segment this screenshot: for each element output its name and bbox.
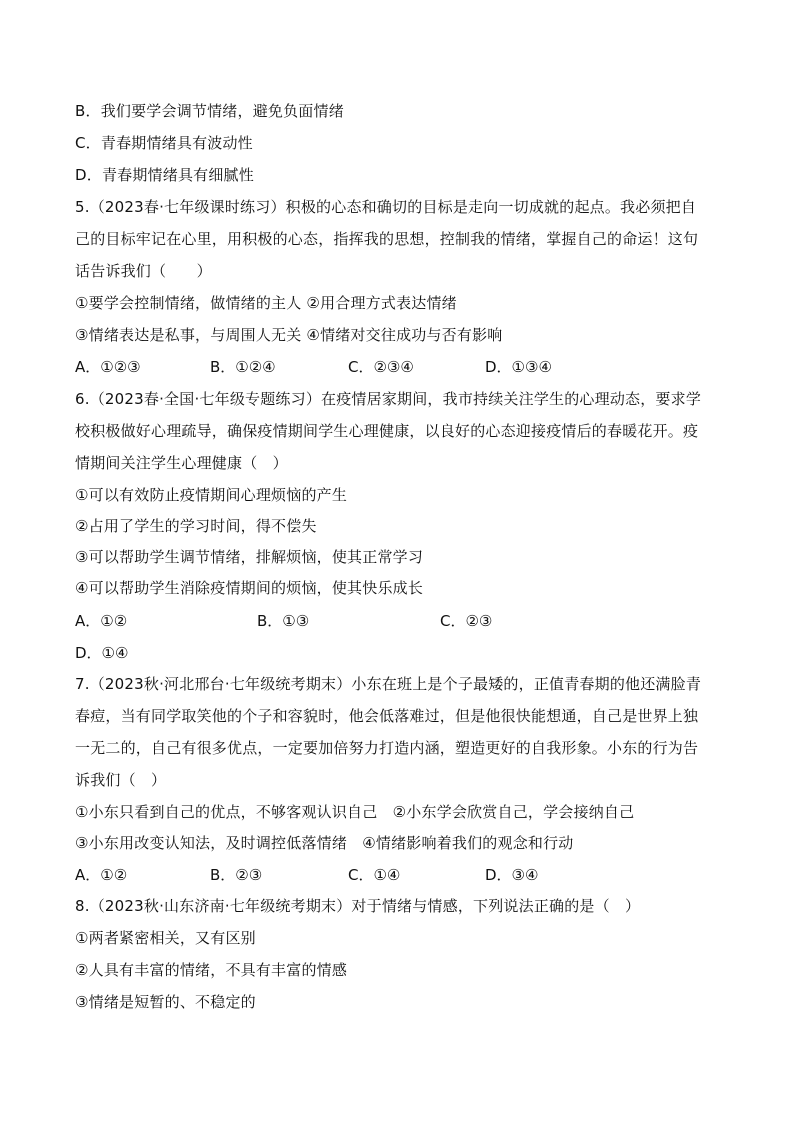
q6-statement-1: ①可以有效防止疫情期间心理烦恼的产生 — [75, 486, 348, 504]
q7-statement-2: ③小东用改变认知法，及时调控低落情绪 ④情绪影响着我们的观念和行动 — [75, 834, 574, 852]
q6-statement-4: ④可以帮助学生消除疫情期间的烦恼，使其快乐成长 — [75, 579, 424, 597]
q8-stem-line-1: 8.（2023秋·山东济南·七年级统考期末）对于情绪与情感，下列说法正确的是（ ） — [75, 897, 641, 915]
q5-statement-2: ③情绪表达是私事，与周围人无关 ④情绪对交往成功与否有影响 — [75, 326, 503, 344]
q7-option-a: A．①② — [75, 866, 128, 884]
q7-option-d: D．③④ — [485, 866, 539, 884]
q7-statement-1: ①小东只看到自己的优点，不够客观认识自己 ②小东学会欣赏自己，学会接纳自己 — [75, 803, 635, 821]
q5-option-a: A．①②③ — [75, 358, 141, 376]
q7-stem-line-3: 一无二的，自己有很多优点，一定要加倍努力打造内涵，塑造更好的自我形象。小东的行为告 — [75, 739, 699, 757]
q6-stem-line-2: 校积极做好心理疏导，确保疫情期间学生心理健康，以良好的心态迎接疫情后的春暖花开。疫 — [75, 422, 699, 440]
q7-option-b: B．②③ — [210, 866, 263, 884]
q5-stem-line-1: 5.（2023春·七年级课时练习）积极的心态和确切的目标是走向一切成就的起点。我必须把自 — [75, 198, 697, 216]
q7-stem-line-4: 诉我们（ ） — [75, 771, 167, 789]
q5-stem-line-3: 话告诉我们（ ） — [75, 262, 212, 280]
q7-stem-line-2: 春痘，当有同学取笑他的个子和容貌时，他会低落难过，但是他很快能想通，自己是世界上独 — [75, 707, 699, 725]
q7-stem-line-1: 7.（2023秋·河北邢台·七年级统考期末）小东在班上是个子最矮的，正值青春期的他还满脸青 — [75, 675, 702, 693]
q5-stem-line-2: 己的目标牢记在心里，用积极的心态，指挥我的思想，控制我的情绪，掌握自己的命运！这句 — [75, 230, 699, 248]
q8-statement-3: ③情绪是短暂的、不稳定的 — [75, 993, 256, 1011]
q6-option-b: B．①③ — [257, 612, 310, 630]
q7-option-c: C．①④ — [348, 866, 401, 884]
q6-stem-line-3: 情期间关注学生心理健康（ ） — [75, 454, 288, 472]
q6-stem-line-1: 6.（2023春·全国·七年级专题练习）在疫情居家期间，我市持续关注学生的心理动态，要求学 — [75, 390, 702, 408]
q6-option-d: D．①④ — [75, 644, 129, 662]
q6-option-c: C．②③ — [440, 612, 493, 630]
q8-statement-1: ①两者紧密相关，又有区别 — [75, 929, 256, 947]
prev-option-c: C．青春期情绪具有波动性 — [75, 134, 253, 152]
q6-statement-3: ③可以帮助学生调节情绪，排解烦恼，使其正常学习 — [75, 548, 424, 566]
q8-statement-2: ②人具有丰富的情绪，不具有丰富的情感 — [75, 961, 348, 979]
q5-option-b: B．①②④ — [210, 358, 276, 376]
q6-statement-2: ②占用了学生的学习时间，得不偿失 — [75, 517, 317, 535]
q5-option-d: D．①③④ — [485, 358, 552, 376]
q5-option-c: C．②③④ — [348, 358, 414, 376]
q5-statement-1: ①要学会控制情绪，做情绪的主人 ②用合理方式表达情绪 — [75, 294, 457, 312]
prev-option-b: B．我们要学会调节情绪，避免负面情绪 — [75, 102, 344, 120]
q6-option-a: A．①② — [75, 612, 128, 630]
prev-option-d: D．青春期情绪具有细腻性 — [75, 166, 254, 184]
